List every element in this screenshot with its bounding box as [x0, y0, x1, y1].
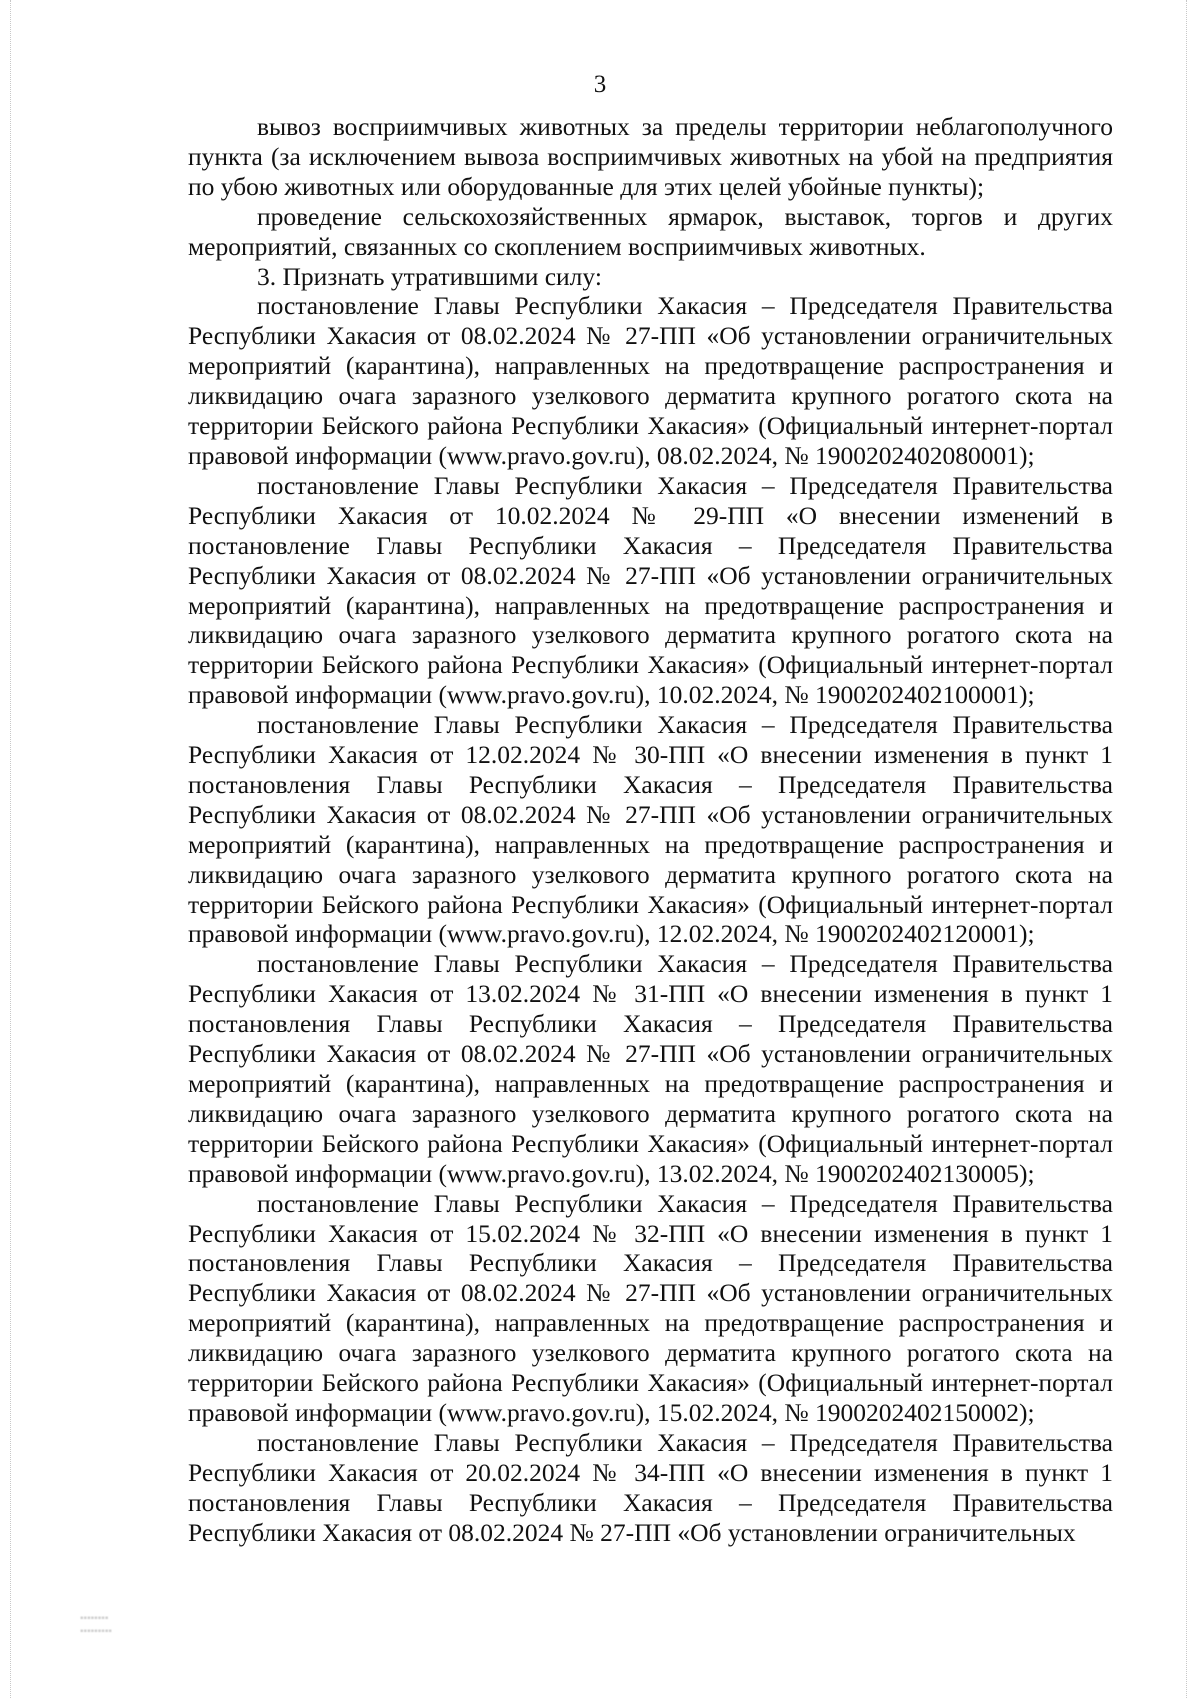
- paragraph: проведение сельскохозяйственных ярмарок, выставок, торгов и других мероприятий, связанных со скоплением восприимчивых животных.: [188, 201, 1113, 261]
- paragraph: постановление Главы Республики Хакасия – Председателя Правительства Республики Хакасия от 13.02.2024 № 31-ПП «О внесении изменения в пункт 1 постановления Главы Республики Хакасия – Председателя Правительства Республики Хакасия от 08.02.2024 № 27-ПП «Об установлении ограничительных мероприятий (карантина), направленных на предотвращение распространения и ликвидацию очага заразного узелкового дерматита крупного рогатого скота на территории Бейского района Республики Хакасия» (Официальный интернет-портал правовой информации (www.pravo.gov.ru), 13.02.2024, № 1900202402130005);: [188, 949, 1113, 1188]
- page-number: 3: [593, 71, 607, 98]
- scan-edge-left: [10, 0, 14, 1698]
- paragraph: 3. Признать утратившими силу:: [257, 261, 602, 291]
- scan-edge-right: [1186, 0, 1190, 1698]
- paragraph: постановление Главы Республики Хакасия – Председателя Правительства Республики Хакасия от 10.02.2024 № 29-ПП «О внесении изменений в постановление Главы Республики Хакасия – Председателя Правительства Республики Хакасия от 08.02.2024 № 27-ПП «Об установлении ограничительных мероприятий (карантина), направленных на предотвращение распространения и ликвидацию очага заразного узелкового дерматита крупного рогатого скота на территории Бейского района Республики Хакасия» (Официальный интернет-портал правовой информации (www.pravo.gov.ru), 10.02.2024, № 1900202402100001);: [188, 470, 1113, 710]
- paragraph: постановление Главы Республики Хакасия – Председателя Правительства Республики Хакасия от 20.02.2024 № 34-ПП «О внесении изменения в пункт 1 постановления Главы Республики Хакасия – Председателя Правительства Республики Хакасия от 08.02.2024 № 27-ПП «Об установлении ограничительных: [188, 1427, 1113, 1547]
- document-body: [188, 112, 1113, 1548]
- faint-scan-mark: ▪▪▪▪▪▪▪▪ ▪▪▪▪▪▪▪▪▪: [80, 1613, 112, 1637]
- paragraph: постановление Главы Республики Хакасия – Председателя Правительства Республики Хакасия от 12.02.2024 № 30-ПП «О внесении изменения в пункт 1 постановления Главы Республики Хакасия – Председателя Правительства Республики Хакасия от 08.02.2024 № 27-ПП «Об установлении ограничительных мероприятий (карантина), направленных на предотвращение распространения и ликвидацию очага заразного узелкового дерматита крупного рогатого скота на территории Бейского района Республики Хакасия» (Официальный интернет-портал правовой информации (www.pravo.gov.ru), 12.02.2024, № 1900202402120001);: [188, 710, 1113, 949]
- paragraph: вывоз восприимчивых животных за пределы территории неблагополучного пункта (за исключением вывоза восприимчивых животных на убой на предприятия по убою животных или оборудованные для этих целей убойные пункты);: [188, 112, 1113, 201]
- paragraph: постановление Главы Республики Хакасия – Председателя Правительства Республики Хакасия от 15.02.2024 № 32-ПП «О внесении изменения в пункт 1 постановления Главы Республики Хакасия – Председателя Правительства Республики Хакасия от 08.02.2024 № 27-ПП «Об установлении ограничительных мероприятий (карантина), направленных на предотвращение распространения и ликвидацию очага заразного узелкового дерматита крупного рогатого скота на территории Бейского района Республики Хакасия» (Официальный интернет-портал правовой информации (www.pravo.gov.ru), 15.02.2024, № 1900202402150002);: [188, 1188, 1113, 1427]
- paragraph: постановление Главы Республики Хакасия – Председателя Правительства Республики Хакасия от 08.02.2024 № 27-ПП «Об установлении ограничительных мероприятий (карантина), направленных на предотвращение распространения и ликвидацию очага заразного узелкового дерматита крупного рогатого скота на территории Бейского района Республики Хакасия» (Официальный интернет-портал правовой информации (www.pravo.gov.ru), 08.02.2024, № 1900202402080001);: [188, 291, 1113, 470]
